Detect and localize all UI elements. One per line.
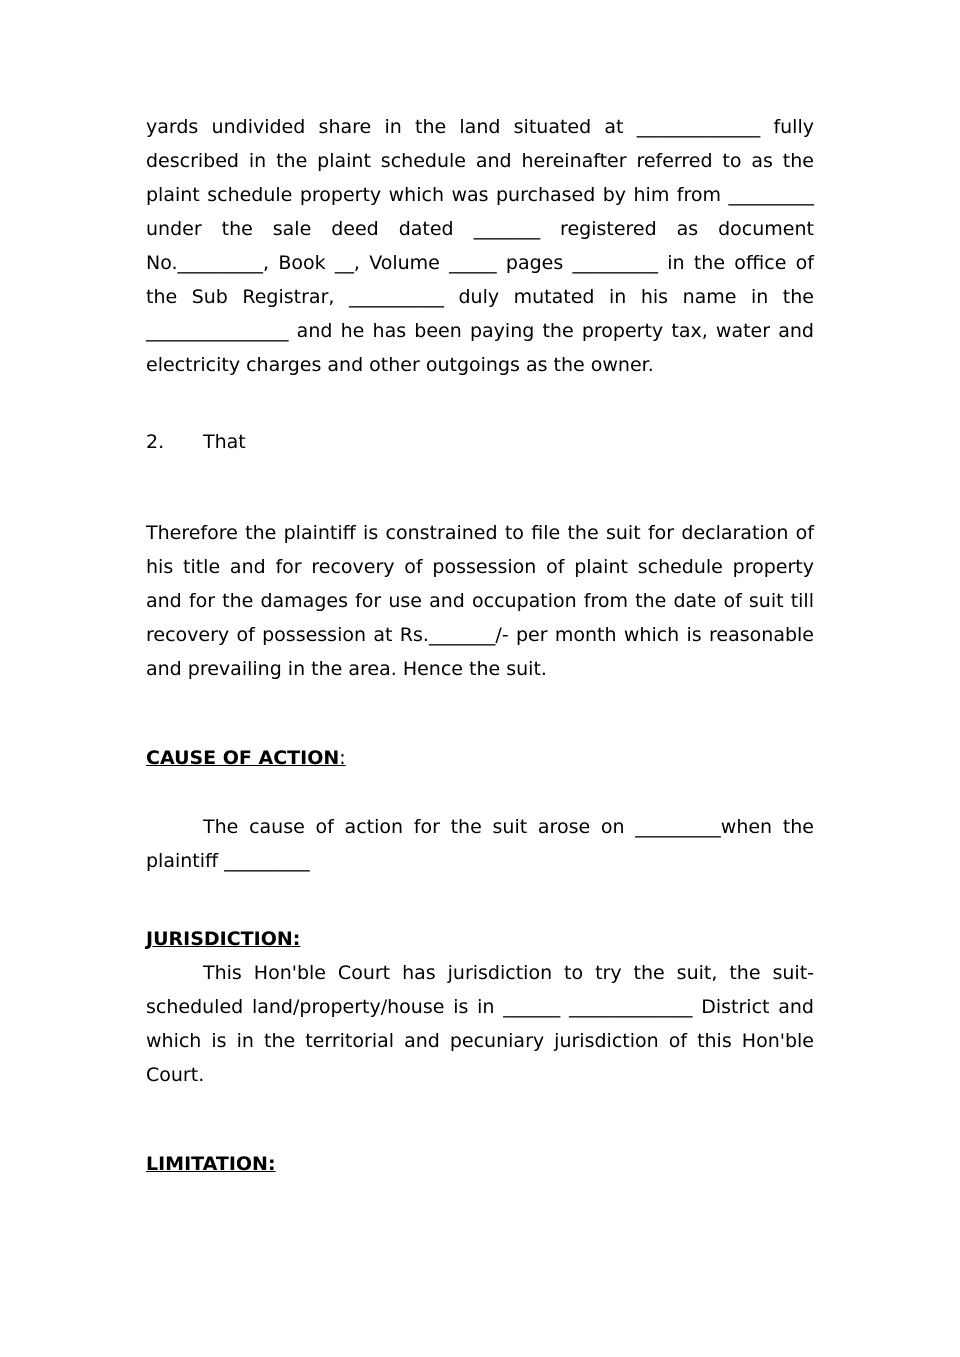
cause-of-action-heading [146,741,346,775]
cause-of-action-heading-text: CAUSE OF ACTION [146,747,340,769]
limitation-heading: LIMITATION: [146,1153,276,1175]
item-text: That [203,431,246,453]
item-number: 2. [146,431,165,453]
numbered-item-2 [146,425,246,459]
cause-of-action-text: The cause of action for the suit arose on _________when the plaintiff _________ [146,816,814,872]
paragraph-property-description: yards undivided share in the land situated at _____________ fully described in the plaint schedule and hereinafter referred to as the plaint schedule property which was purchased by him from _________ under the sale deed dated _______ registered as document No._________, Book __, Volume _____ pages _________ in the office of the Sub Registrar, __________ duly mutated in his name in the _______________ and he has been paying the property tax, water and electricity charges and other outgoings as the owner. [146,116,814,376]
jurisdiction-text: This Hon'ble Court has jurisdiction to try the suit, the suit-scheduled land/property/house is in ______ _____________ District and which is in the territorial and pecuniary jurisdiction of this Hon'ble Court. [146,962,814,1086]
paragraph-therefore: Therefore the plaintiff is constrained to file the suit for declaration of his title and for recovery of possession of plaint schedule property and for the damages for use and occupation from the date of suit till recovery of possession at Rs._______/- per month which is reasonable and prevailing in the area. Hence the suit. [146,522,814,680]
cause-of-action-heading-colon: : [339,747,346,769]
jurisdiction-heading: JURISDICTION: [146,928,301,950]
